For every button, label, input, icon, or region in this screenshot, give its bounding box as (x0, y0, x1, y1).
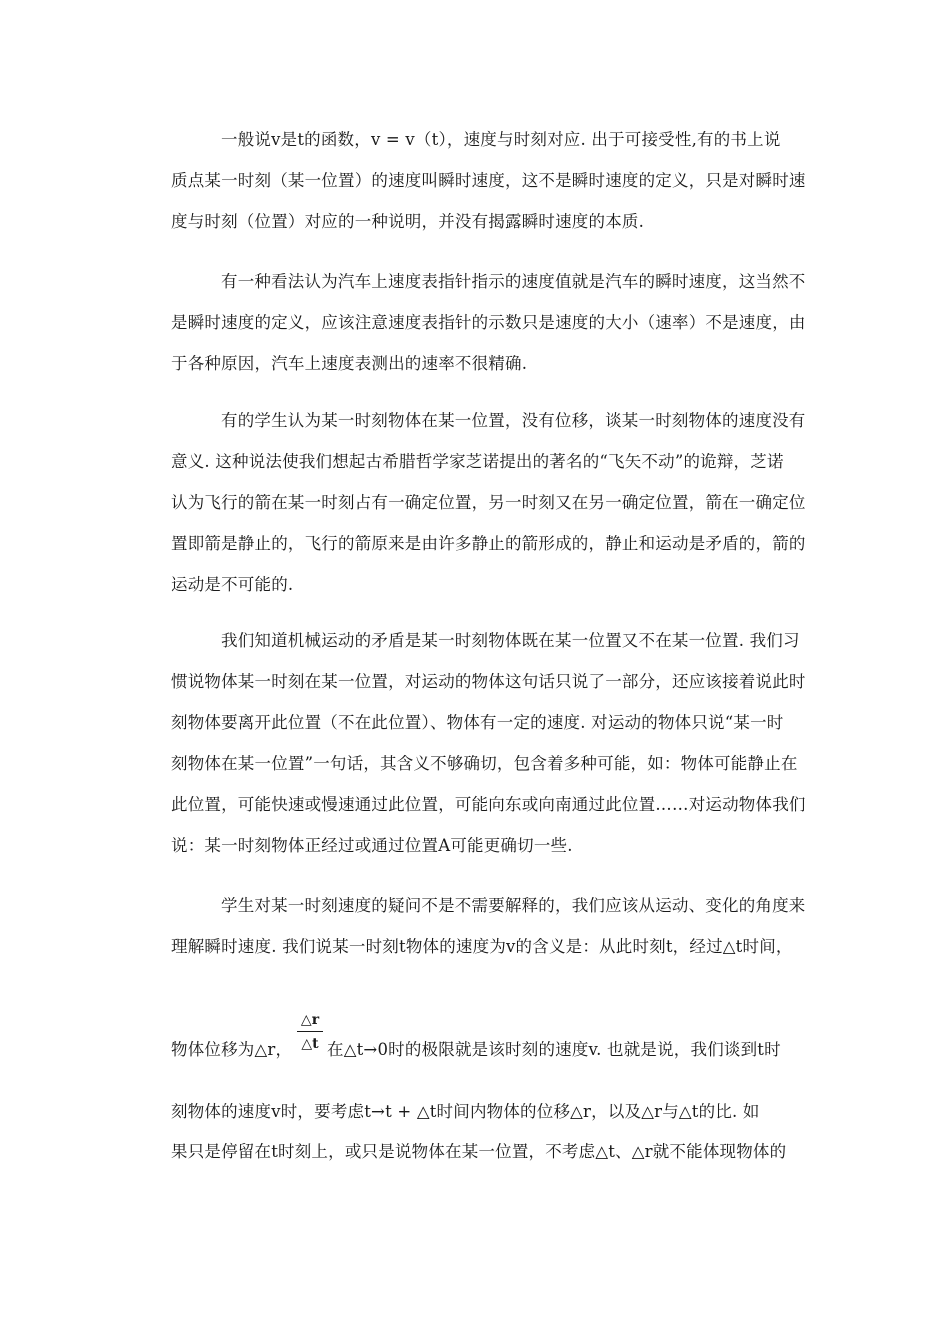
paragraph-1-line-3: 度与时刻（位置）对应的一种说明，并没有揭露瞬时速度的本质. (171, 212, 645, 231)
paragraph-5-line-3-start: 物体位移为△r， (171, 1040, 293, 1059)
paragraph-4-line-4: 刻物体在某一位置”一句话，其含义不够确切，包含着多种可能，如：物体可能静止在 (171, 754, 798, 773)
paragraph-3-line-1: 有的学生认为某一时刻物体在某一位置，没有位移，谈某一时刻物体的速度没有 (221, 411, 806, 430)
paragraph-5-line-1: 学生对某一时刻速度的疑问不是不需要解释的，我们应该从运动、变化的角度来 (221, 896, 806, 915)
paragraph-2-line-3: 于各种原因，汽车上速度表测出的速率不很精确. (171, 354, 528, 373)
paragraph-1-line-2: 质点某一时刻（某一位置）的速度叫瞬时速度，这不是瞬时速度的定义，只是对瞬时速 (171, 171, 806, 190)
paragraph-4-line-6: 说：某一时刻物体正经过或通过位置A可能更确切一些. (171, 836, 573, 855)
paragraph-5-line-5: 果只是停留在t时刻上，或只是说物体在某一位置，不考虑△t、△r就不能体现物体的 (171, 1142, 787, 1161)
paragraph-4-line-3: 刻物体要离开此位置（不在此位置）、物体有一定的速度. 对运动的物体只说“某一时 (171, 713, 784, 732)
fraction-bar (297, 1031, 323, 1032)
paragraph-4-line-2: 惯说物体某一时刻在某一位置，对运动的物体这句话只说了一部分，还应该接着说此时 (171, 672, 806, 691)
paragraph-3-line-5: 运动是不可能的. (171, 575, 294, 594)
paragraph-5-line-3-end: 在△t→0时的极限就是该时刻的速度v. 也就是说，我们谈到t时 (327, 1040, 781, 1059)
paragraph-4-line-5: 此位置，可能快速或慢速通过此位置，可能向东或向南通过此位置……对运动物体我们 (171, 795, 806, 814)
fraction-denominator: △t (301, 1036, 319, 1052)
paragraph-3-line-3: 认为飞行的箭在某一时刻占有一确定位置，另一时刻又在另一确定位置，箭在一确定位 (171, 493, 806, 512)
paragraph-5-line-2: 理解瞬时速度. 我们说某一时刻t物体的速度为v的含义是：从此时刻t，经过△t时间， (171, 937, 793, 956)
paragraph-2-line-2: 是瞬时速度的定义，应该注意速度表指针的示数只是速度的大小（速率）不是速度，由 (171, 313, 806, 332)
delta-r-over-delta-t-fraction (297, 1012, 323, 1052)
paragraph-2-line-1: 有一种看法认为汽车上速度表指针指示的速度值就是汽车的瞬时速度，这当然不 (221, 272, 806, 291)
paragraph-3-line-2: 意义. 这种说法使我们想起古希腊哲学家芝诺提出的著名的“飞矢不动”的诡辩，芝诺 (171, 452, 784, 471)
paragraph-3-line-4: 置即箭是静止的，飞行的箭原来是由许多静止的箭形成的，静止和运动是矛盾的，箭的 (171, 534, 806, 553)
fraction-numerator: △r (300, 1012, 320, 1028)
paragraph-1-line-1: 一般说v是t的函数，v = v（t），速度与时刻对应. 出于可接受性,有的书上说 (221, 130, 781, 149)
paragraph-4-line-1: 我们知道机械运动的矛盾是某一时刻物体既在某一位置又不在某一位置. 我们习 (221, 631, 800, 650)
paragraph-5-line-4: 刻物体的速度v时，要考虑t→t + △t时间内物体的位移△r，以及△r与△t的比. 如 (171, 1102, 760, 1121)
